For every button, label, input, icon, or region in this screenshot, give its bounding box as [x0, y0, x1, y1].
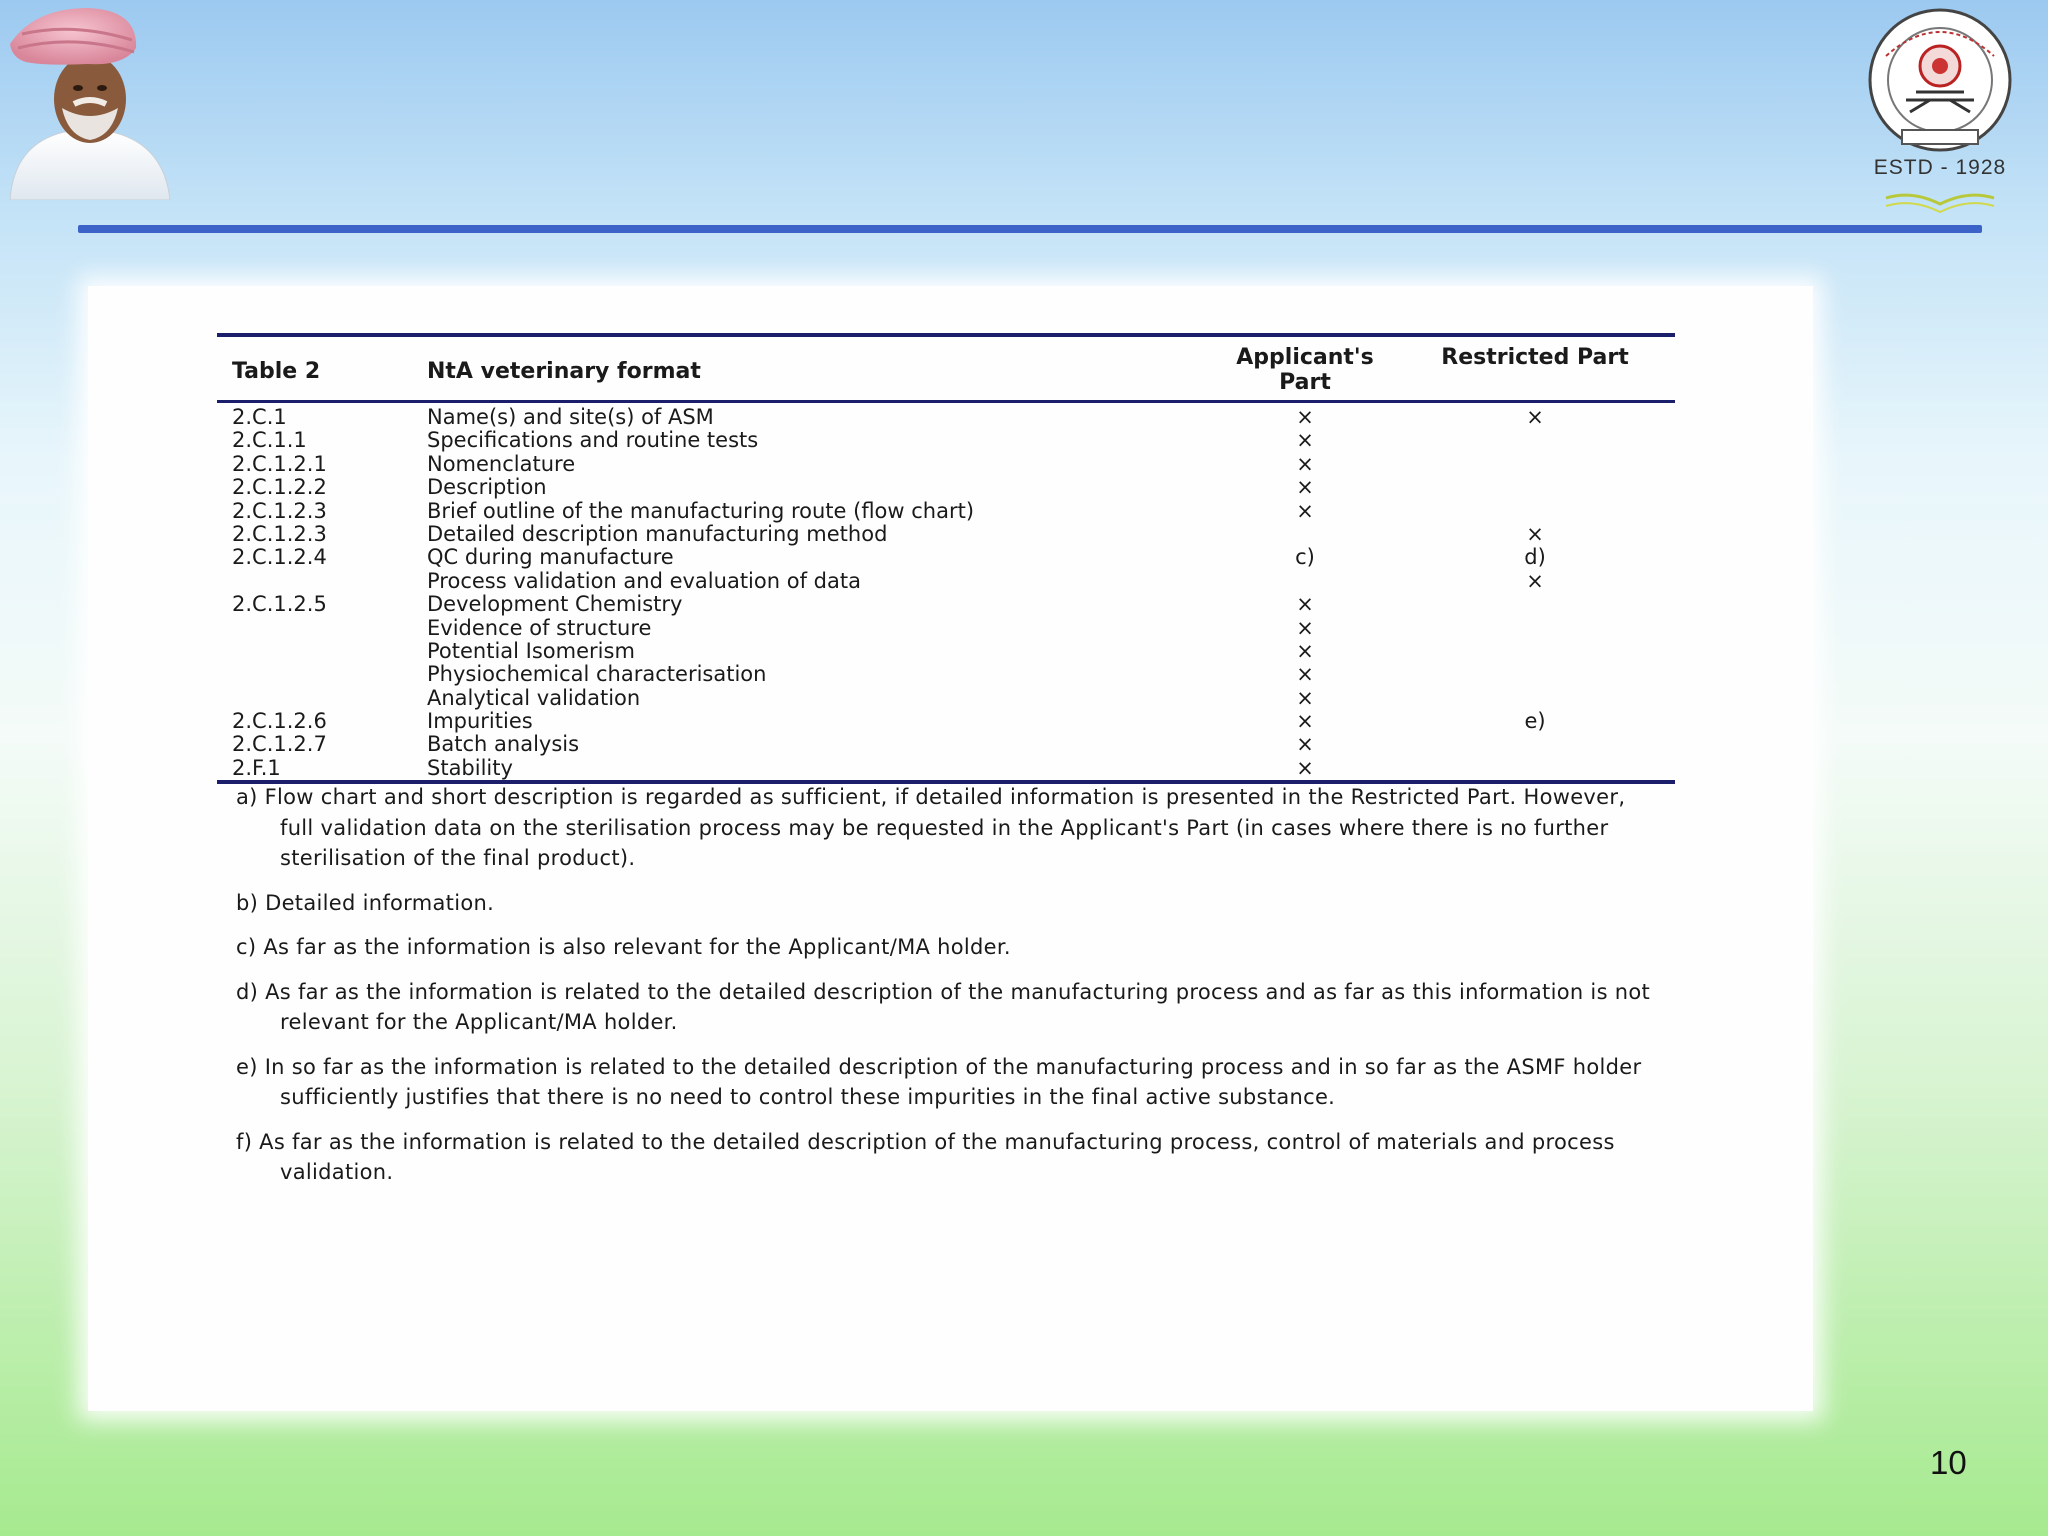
footnote-a: a) Flow chart and short description is regarded as sufficient, if detailed information is presented in the Restricted Part. However, full validation data on the sterilisation process may be requested in the Applicant's Part (in cases where there is no further sterilisation of the final product). [236, 785, 1626, 870]
row-title: Stability [427, 755, 513, 780]
table-footnotes [236, 782, 1656, 1202]
row-applicant-mark: × [1296, 592, 1314, 617]
row-applicant-mark: × [1296, 615, 1314, 640]
institution-logo [1836, 4, 2044, 226]
row-title: Development Chemistry [427, 592, 683, 617]
row-applicant-mark: × [1296, 709, 1314, 734]
row-title: QC during manufacture [427, 545, 674, 570]
table-body [217, 403, 1675, 784]
row-restricted-mark: × [1526, 568, 1544, 593]
row-applicant-mark: × [1296, 475, 1314, 500]
row-restricted-mark: × [1526, 405, 1544, 429]
row-applicant-mark: × [1296, 405, 1314, 429]
row-title: Nomenclature [427, 451, 576, 476]
emblem-icon [1836, 4, 2044, 154]
table-row [217, 429, 1675, 452]
footnote-d: d) As far as the information is related to the detailed description of the manufacturing process and as far as this information is not relevant for the Applicant/MA holder. [236, 979, 1651, 1034]
footnote-e: e) In so far as the information is related to the detailed description of the manufacturing process and in so far as the ASMF holder sufficiently justifies that there is no need to control these impurities in the final active substance. [236, 1054, 1642, 1109]
table-row [217, 710, 1675, 733]
footnote-f: f) As far as the information is related to the detailed description of the manufacturing process, control of materials and process validation. [236, 1129, 1615, 1184]
row-code: 2.C.1.2.6 [232, 709, 327, 734]
table-title: NtA veterinary format [427, 359, 701, 384]
row-code: 2.C.1.1 [232, 428, 307, 453]
table-row [217, 406, 1675, 429]
page-number: 10 [1930, 1444, 1967, 1481]
row-title: Brief outline of the manufacturing route (flow chart) [427, 498, 975, 523]
row-title: Description [427, 475, 547, 500]
table-row [217, 546, 1675, 569]
row-applicant-mark: × [1296, 451, 1314, 476]
row-title: Potential Isomerism [427, 638, 635, 663]
row-code: 2.C.1.2.2 [232, 475, 327, 500]
table-header [217, 337, 1675, 403]
nta-table [217, 333, 1675, 784]
row-restricted-mark: e) [1524, 709, 1546, 734]
table-row [217, 593, 1675, 616]
row-applicant-mark: × [1296, 685, 1314, 710]
row-applicant-mark: c) [1295, 545, 1315, 570]
table-row [217, 617, 1675, 640]
row-title: Analytical validation [427, 685, 641, 710]
row-code: 2.C.1.2.7 [232, 732, 327, 757]
row-applicant-mark: × [1296, 428, 1314, 453]
row-restricted-mark: × [1526, 521, 1544, 546]
row-applicant-mark: × [1296, 662, 1314, 687]
table-row [217, 663, 1675, 686]
row-code: 2.F.1 [232, 755, 281, 780]
row-title: Detailed description manufacturing method [427, 521, 888, 546]
row-title: Name(s) and site(s) of ASM [427, 405, 714, 429]
row-title: Evidence of structure [427, 615, 652, 640]
table-row [217, 476, 1675, 499]
logo-estd-text: ESTD - 1928 [1873, 156, 2007, 179]
row-code: 2.C.1.2.4 [232, 545, 327, 570]
row-applicant-mark: × [1296, 732, 1314, 757]
column-restricted-part: Restricted Part [1441, 345, 1629, 370]
portrait-image [4, 4, 172, 200]
table-row [217, 523, 1675, 546]
row-code: 2.C.1.2.1 [232, 451, 327, 476]
table-row [217, 570, 1675, 593]
table-label: Table 2 [232, 359, 321, 384]
row-code: 2.C.1 [232, 405, 287, 429]
row-applicant-mark: × [1296, 755, 1314, 780]
row-applicant-mark: × [1296, 498, 1314, 523]
row-code: 2.C.1.2.3 [232, 498, 327, 523]
row-code: 2.C.1.2.3 [232, 521, 327, 546]
row-code: 2.C.1.2.5 [232, 592, 327, 617]
row-applicant-mark: × [1296, 638, 1314, 663]
column-applicant-part: Applicant's Part [1236, 345, 1374, 395]
ornament-icon [1882, 186, 1998, 216]
row-title: Process validation and evaluation of data [427, 568, 861, 593]
row-title: Specifications and routine tests [427, 428, 759, 453]
row-title: Batch analysis [427, 732, 580, 757]
row-restricted-mark: d) [1524, 545, 1546, 570]
table-row [217, 500, 1675, 523]
row-title: Physiochemical characterisation [427, 662, 767, 687]
table-row [217, 687, 1675, 710]
row-title: Impurities [427, 709, 533, 734]
footnote-b: b) Detailed information. [236, 890, 495, 915]
table-row [217, 733, 1675, 756]
header-rule [78, 225, 1982, 233]
footnote-c: c) As far as the information is also relevant for the Applicant/MA holder. [236, 935, 1011, 959]
table-row [217, 640, 1675, 663]
table-row [217, 453, 1675, 476]
table-row [217, 757, 1675, 780]
